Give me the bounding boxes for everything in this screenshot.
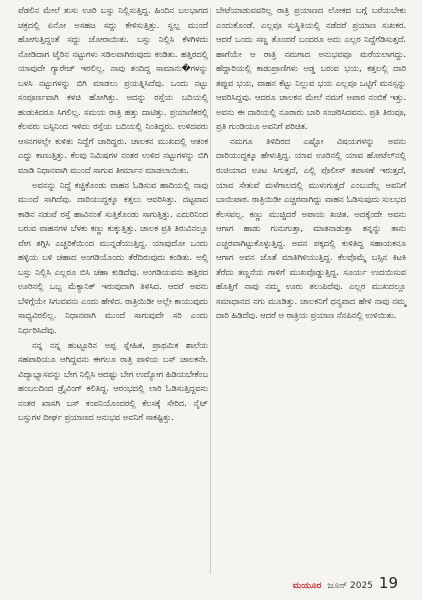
page-number: 19 <box>378 574 398 592</box>
article-paragraph: ಪೆಡಲಿನ ಮೇಲೆ ತುಸು ಊರಿ ಬಸ್ಸು ನಿಲ್ಲಿಸುತ್ತಿದ್ದ. ಹಿಂದಿನ ಬಲಭಾಗದ ಚಕ್ರದಲ್ಲಿ ಏನೋ ಅಸಹಜ ಸದ್ದು ಕೇಳಿಸುತ್ತಿತ್ತು. ಸ್ವಲ್ಪ ಮುಂದೆ ಹೋಗುತ್ತಿದ್ದಂತೆ ಸದ್ದು ಜೋರಾಯಿತು. ಬಸ್ಸು ನಿಲ್ಲಿಸಿ ಕೆಳಗಿಳಿದು ನೋಡಿದಾಗ ಟೈರಿನ ನಟ್ಟುಗಳು ಸಡಿಲವಾಗಿರುವುದು ಕಂಡಿತು. ಹತ್ತಿರದಲ್ಲಿ ಯಾವುದೇ ಗ್ಯಾರೇಜ್ ಇರಲಿಲ್ಲ. ನಾವು ತಂದಿದ್ದ ಸಾಮಾನು�ಗಳನ್ನು ಬಳಸಿ ನಟ್ಟುಗಳನ್ನು ಬಿಗಿ ಮಾಡಲು ಪ್ರಯತ್ನಿಸಿದೆವು. ಒಂದು ನಟ್ಟು ಸಂಪೂರ್ಣವಾಗಿ ಕಳಚಿ ಹೋಗಿತ್ತು. ಅದನ್ನು ರಸ್ತೆಯ ಬದಿಯಲ್ಲಿ ಹುಡುಕಿದರೂ ಸಿಗಲಿಲ್ಲ. ಸಮಯ ರಾತ್ರಿ ಹತ್ತು ದಾಟಿತ್ತು. ಪ್ರಯಾಣಿಕರಲ್ಲಿ ಕೆಲವರು ಬಸ್ಸಿನಿಂದ ಇಳಿದು ರಸ್ತೆಯ ಬದಿಯಲ್ಲಿ ನಿಂತಿದ್ದರು. ಉಳಿದವರು ಆಸನಗಳಲ್ಲೇ ಕುಳಿತು ನಿದ್ದೆಗೆ ಜಾರಿದ್ದರು. ಚಾಲಕನ ಮುಖದಲ್ಲಿ ಆತಂಕ ಎದ್ದು ಕಾಣುತ್ತಿತ್ತು. ಕೆಲವು ನಿಮಿಷಗಳ ನಂತರ ಉಳಿದ ನಟ್ಟುಗಳನ್ನು ಬಿಗಿ ಮಾಡಿ ನಿಧಾನವಾಗಿ ಮುಂದೆ ಸಾಗುವ ತೀರ್ಮಾನ ಮಾಡಲಾಯಿತು. <box>18 6 208 177</box>
page-footer <box>293 574 398 592</box>
article-column-right <box>216 4 406 324</box>
column-divider <box>210 8 211 574</box>
article-paragraph: ಬೇಟೆಯಾಡುವವರಿಲ್ಲ ರಾತ್ರಿ ಪ್ರಯಾಣದ ಲೋಕದ ಬಗ್ಗೆ ಬರೆಯಬೇಕು ಎಂದುಕೊಂಡೆ. ಎಲ್ಲವೂ ಸುಸ್ಥಿತಿಯಲ್ಲಿ ನಡೆದರೆ ಪ್ರಯಾಣ ಸುಖಕರ. ಆದರೆ ಒಂದು ಸಣ್ಣ ತೊಂದರೆ ಬಂದರೂ ಅದು ಎಲ್ಲರ ನಿದ್ದೆಗೆಡಿಸುತ್ತದೆ. ಹಾಗೆಯೇ ಆ ರಾತ್ರಿ ನಮಗಾದ ಅನುಭವವೂ ಮರೆಯಲಾಗದ್ದು. ಹೆದ್ದಾರಿಯಲ್ಲಿ ಕಾಡುಪ್ರಾಣಿಗಳು ಅಡ್ಡ ಬರುವ ಭಯ, ಕತ್ತಲಲ್ಲಿ ದಾರಿ ತಪ್ಪುವ ಭಯ, ವಾಹನ ಕೆಟ್ಟು ನಿಲ್ಲುವ ಭಯ ಎಲ್ಲವೂ ಒಟ್ಟಿಗೆ ಮನಸ್ಸನ್ನು ಆವರಿಸಿದ್ದವು. ಆದರೂ ಚಾಲಕನ ಮೇಲೆ ನಮಗೆ ಅಪಾರ ನಂಬಿಕೆ ಇತ್ತು. ಅವನು ಈ ದಾರಿಯಲ್ಲಿ ನೂರಾರು ಬಾರಿ ಸಂಚರಿಸಿದವನು. ಪ್ರತಿ ತಿರುವೂ, ಪ್ರತಿ ಗುಂಡಿಯೂ ಅವನಿಗೆ ಪರಿಚಿತ. <box>216 6 406 133</box>
article-paragraph: ಅವನನ್ನು ನಿದ್ದೆ ಕಚ್ಚಿಕೊಂಡು ವಾಹನ ಓಡಿಸುವ ಹಾದಿಯಲ್ಲಿ ನಾವು ಮುಂದೆ ಸಾಗಿದೆವು. ದಾರಿಯುದ್ದಕ್ಕೂ ಕತ್ತಲು ಆವರಿಸಿತ್ತು. ದಟ್ಟವಾದ ಕಾಡಿನ ನಡುವೆ ರಸ್ತೆ ಹಾವಿನಂತೆ ಸುತ್ತಿಕೊಂಡು ಸಾಗುತ್ತಿತ್ತು. ಎದುರಿನಿಂದ ಬರುವ ವಾಹನಗಳ ಬೆಳಕು ಕಣ್ಣು ಕುಕ್ಕುತ್ತಿತ್ತು. ಚಾಲಕ ಪ್ರತಿ ತಿರುವಿನಲ್ಲೂ ವೇಗ ತಗ್ಗಿಸಿ ಎಚ್ಚರಿಕೆಯಿಂದ ಮುನ್ನಡೆಯುತ್ತಿದ್ದ. ಯಾವುದೋ ಒಂದು ಹಳ್ಳಿಯ ಬಳಿ ಚಹಾದ ಅಂಗಡಿಯೊಂದು ತೆರೆದಿರುವುದು ಕಂಡಿತು. ಅಲ್ಲಿ ಬಸ್ಸು ನಿಲ್ಲಿಸಿ ಎಲ್ಲರೂ ಬಿಸಿ ಚಹಾ ಕುಡಿದೆವು. ಅಂಗಡಿಯವನು ಹತ್ತಿರದ ಊರಿನಲ್ಲಿ ಒಬ್ಬ ಮೆಕ್ಯಾನಿಕ್ ಇರುವುದಾಗಿ ತಿಳಿಸಿದ. ಆದರೆ ಅವನು ಬೆಳಿಗ್ಗೆಯೇ ಸಿಗುವವನು ಎಂದು ಹೇಳಿದ. ರಾತ್ರಿಯಿಡೀ ಅಲ್ಲೇ ಕಾಯುವುದು ಸಾಧ್ಯವಿರಲಿಲ್ಲ. ನಿಧಾನವಾಗಿ ಮುಂದೆ ಸಾಗುವುದೇ ಸರಿ ಎಂದು ನಿರ್ಧರಿಸಿದೆವು. <box>18 180 208 337</box>
article-paragraph: ನಮಗೂ ತಿಳಿದಿರದ ಎಷ್ಟೋ ವಿಷಯಗಳನ್ನು ಅವನು ದಾರಿಯುದ್ದಕ್ಕೂ ಹೇಳುತ್ತಿದ್ದ. ಯಾವ ಊರಿನಲ್ಲಿ ಯಾವ ಹೋಟೆಲ್‌ನಲ್ಲಿ ರುಚಿಯಾದ ಊಟ ಸಿಗುತ್ತದೆ, ಎಲ್ಲಿ ಪೊಲೀಸ್ ತಪಾಸಣೆ ಇರುತ್ತದೆ, ಯಾವ ಸೇತುವೆ ಮಳೆಗಾಲದಲ್ಲಿ ಮುಳುಗುತ್ತದೆ ಎಂಬುದೆಲ್ಲ ಅವನಿಗೆ ಬಾಯಿಪಾಠ. ರಾತ್ರಿಯಿಡೀ ಎಚ್ಚರವಾಗಿದ್ದು ವಾಹನ ಓಡಿಸುವುದು ಸುಲಭದ ಕೆಲಸವಲ್ಲ. ಕಣ್ಣು ಮುಚ್ಚಿದರೆ ಅಪಾಯ ಖಚಿತ. ಅದಕ್ಕೆಂದೇ ಅವನು ಆಗಾಗ ಹಾಡು ಗುನುಗುತ್ತಾ, ಮಾತನಾಡುತ್ತಾ ತನ್ನನ್ನು ತಾನು ಎಚ್ಚರವಾಗಿಟ್ಟುಕೊಳ್ಳುತ್ತಿದ್ದ. ಅವನ ಪಕ್ಕದಲ್ಲಿ ಕುಳಿತಿದ್ದ ಸಹಾಯಕನೂ ಆಗಾಗ ಅವನ ಜೊತೆ ಮಾತಿಗಿಳಿಯುತ್ತಿದ್ದ. ಕೆಲವೊಮ್ಮೆ ಬಸ್ಸಿನ ಕಿಟಕಿ ತೆರೆದು ತಣ್ಣನೆಯ ಗಾಳಿಗೆ ಮುಖವೊಡ್ಡುತ್ತಿದ್ದ. ಸೂರ್ಯ ಉದಯಿಸುವ ಹೊತ್ತಿಗೆ ನಾವು ನಮ್ಮ ಊರು ತಲುಪಿದೆವು. ಎಲ್ಲರ ಮುಖದಲ್ಲೂ ಸಮಾಧಾನದ ನಗು ಮೂಡಿತ್ತು. ಚಾಲಕನಿಗೆ ಧನ್ಯವಾದ ಹೇಳಿ ನಾವು ನಮ್ಮ ದಾರಿ ಹಿಡಿದೆವು. ಆದರೆ ಆ ರಾತ್ರಿಯ ಪ್ರಯಾಣ ನೆನಪಿನಲ್ಲಿ ಉಳಿಯಿತು. <box>216 136 406 322</box>
article-column-left <box>18 4 208 426</box>
magazine-name: ಮಯೂರ <box>292 581 322 591</box>
issue-date: ಜೂನ್ 2025 <box>327 581 373 591</box>
article-paragraph: ನನ್ನ ನನ್ನ ಹುಟ್ಟೂರಿನ ಅಪ್ಪ ಸ್ನೇಹಿತ, ಪ್ರಾಥಮಿಕ ಶಾಲೆಯ ಸಹಪಾಠಿಯೂ ಆಗಿದ್ದವನು ಈಗಲೂ ರಾತ್ರಿ ಪಾಳಿಯ ಬಸ್ ಚಾಲಕನೇ. ವಿದ್ಯಾಭ್ಯಾಸವನ್ನು ಬೇಗ ನಿಲ್ಲಿಸಿ ಆದಷ್ಟು ಬೇಗ ಉದ್ಯೋಗ ಹಿಡಿಯಬೇಕೆಂಬ ಹಂಬಲದಿಂದ ಡ್ರೈವಿಂಗ್ ಕಲಿತಿದ್ದ. ಆರಂಭದಲ್ಲಿ ಲಾರಿ ಓಡಿಸುತ್ತಿದ್ದವನು ನಂತರ ಖಾಸಗಿ ಬಸ್ ಕಂಪನಿಯೊಂದರಲ್ಲಿ ಕೆಲಸಕ್ಕೆ ಸೇರಿದ. ನೈಟ್ ಬಸ್ಸುಗಳ ದೀರ್ಘ ಪ್ರಯಾಣದ ಅನುಭವ ಅವನಿಗೆ ಸಾಕಷ್ಟಿತ್ತು. <box>18 340 208 424</box>
